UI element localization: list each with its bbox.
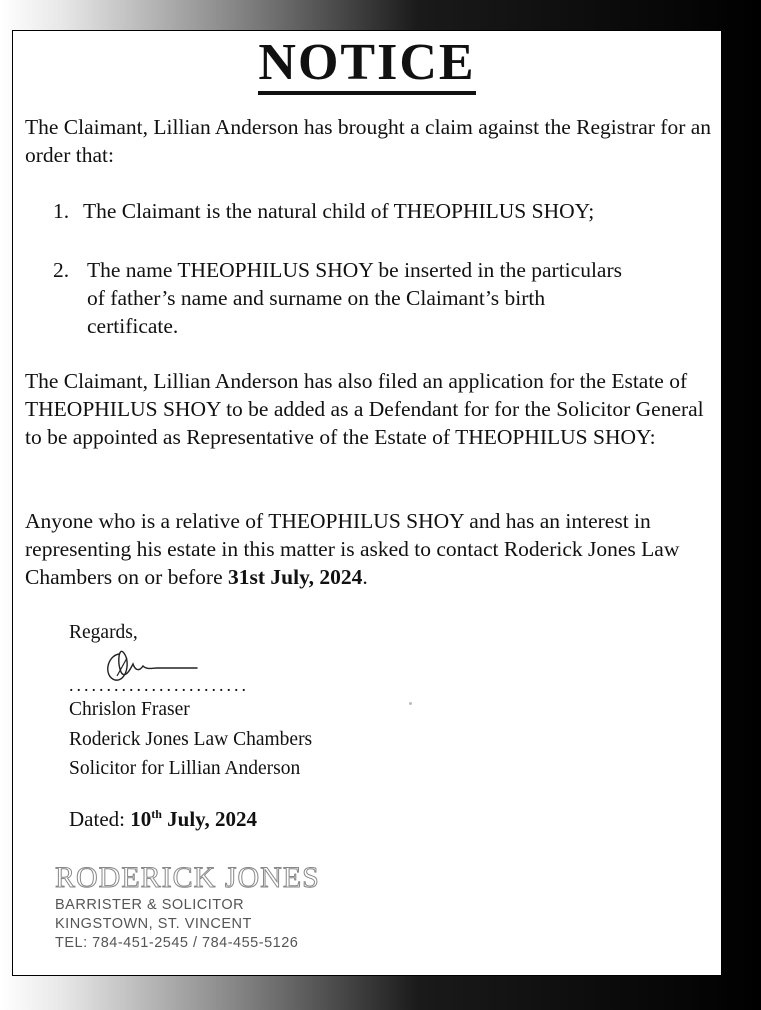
regards-text: Regards, bbox=[69, 622, 138, 643]
dated-label: Dated: bbox=[69, 807, 131, 831]
intro-paragraph: The Claimant, Lillian Anderson has brought a claim against the Registrar for an order that: bbox=[25, 115, 712, 167]
notice-document bbox=[12, 30, 722, 976]
list-text-line-3: certificate. bbox=[87, 314, 179, 338]
list-text: The Claimant is the natural child of THEOPHILUS SHOY; bbox=[83, 199, 595, 223]
stamp-line-1: BARRISTER & SOLICITOR bbox=[55, 897, 245, 913]
signatory-role: Solicitor for Lillian Anderson bbox=[69, 758, 301, 779]
deadline-suffix: . bbox=[362, 565, 368, 589]
contact-paragraph bbox=[25, 507, 715, 591]
dated-month-year: July, 2024 bbox=[161, 807, 258, 831]
notice-title bbox=[13, 35, 721, 91]
signatory-firm: Roderick Jones Law Chambers bbox=[69, 729, 313, 750]
list-item-2 bbox=[53, 256, 713, 346]
deadline-date: 31st July, 2024 bbox=[228, 565, 363, 589]
application-paragraph: The Claimant, Lillian Anderson has also filed an application for the Estate of THEOPHILUS SHOY to be added as a Defendant for for the Solicitor General to be appointed as Representative of the Estate of THEOPHILUS SHOY: bbox=[25, 369, 704, 449]
list-text-line-1: The name THEOPHILUS SHOY be inserted in the particulars bbox=[87, 258, 622, 282]
dated-date bbox=[130, 807, 257, 831]
list-number: 1. bbox=[53, 199, 70, 223]
contact-text: Anyone who is a relative of THEOPHILUS SHOY and has an interest in representing his estate in this matter is asked to contact Roderick Jones Law Chambers on or before bbox=[25, 509, 680, 589]
signatory-name: Chrislon Fraser bbox=[69, 699, 190, 720]
paper-speck bbox=[409, 702, 412, 705]
stamp-line-2: KINGSTOWN, ST. VINCENT bbox=[55, 916, 252, 932]
dated-day-suffix: th bbox=[151, 807, 162, 821]
stamp-firm-name: RODERICK JONES bbox=[55, 861, 320, 894]
dated-day: 10 bbox=[130, 807, 152, 831]
notice-title-text: NOTICE bbox=[258, 34, 475, 95]
signature-line: ........................ bbox=[69, 675, 249, 695]
dated-line bbox=[69, 807, 257, 832]
list-number: 2. bbox=[53, 258, 70, 282]
list-text-line-2: of father’s name and surname on the Claimant’s birth bbox=[87, 286, 546, 310]
stamp-line-3: TEL: 784-451-2545 / 784-455-5126 bbox=[55, 935, 299, 951]
